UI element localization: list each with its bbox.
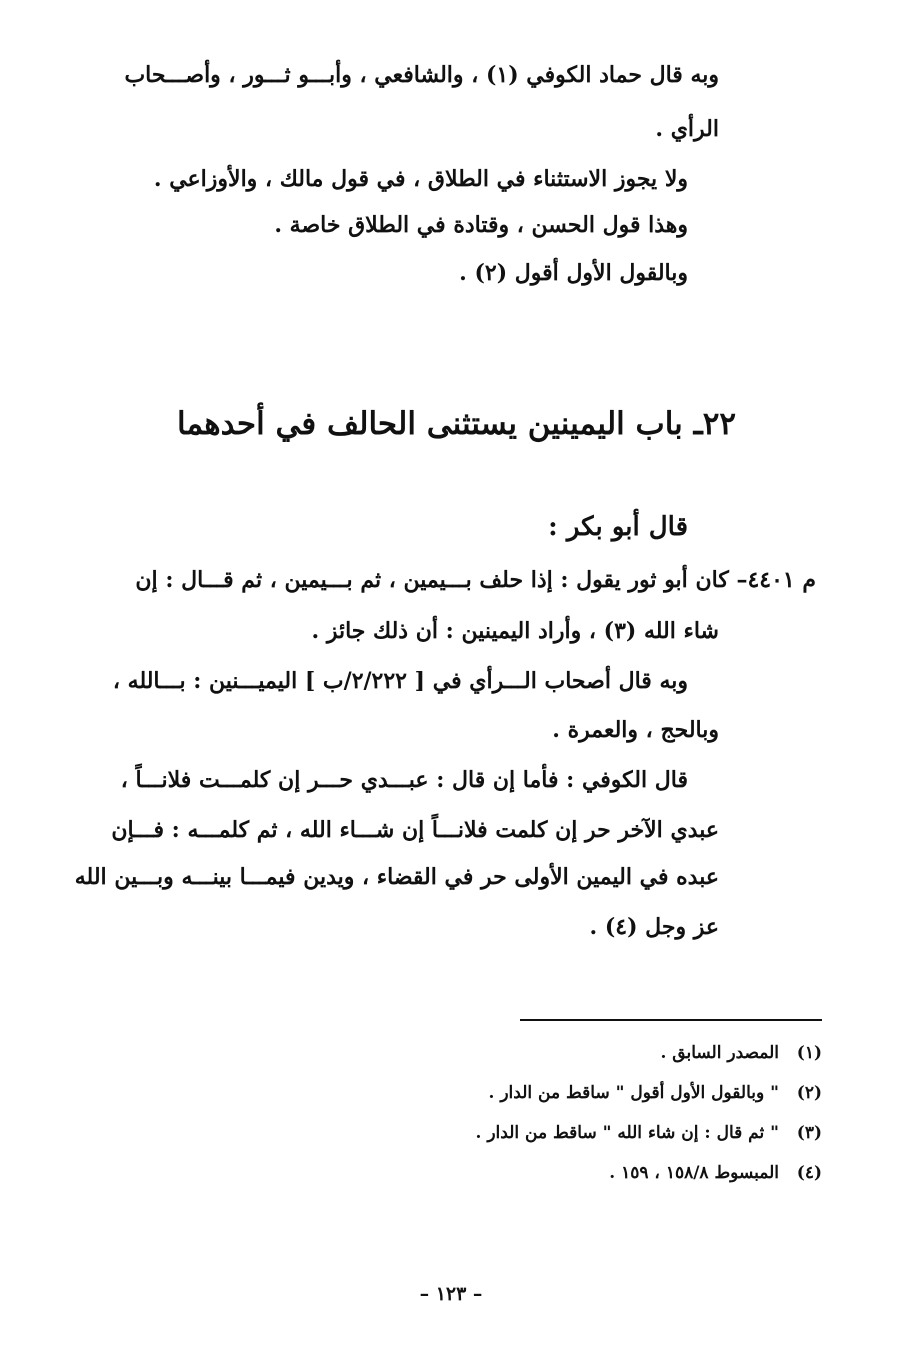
footnote-divider <box>520 1019 822 1021</box>
footnote-item <box>489 1081 822 1105</box>
footnote-marker: (٢) <box>796 1083 822 1103</box>
text-line: عبده في اليمين الأولى حر في القضاء ، ويدين فيمـــا بينـــه وبـــين الله <box>74 864 719 890</box>
page-number: – ١٢٣ – <box>419 1283 483 1305</box>
chapter-title: ٢٢ـ باب اليمينين يستثنى الحالف في أحدهما <box>176 406 736 442</box>
text-line: وبه قال أصحاب الـــرأي في [ ٢/٢٢٢/ب ] اليميـــنين : بـــالله ، <box>112 668 688 694</box>
footnote-text: المبسوط ١٥٨/٨ ، ١٥٩ . <box>609 1163 779 1183</box>
text-line: وهذا قول الحسن ، وقتادة في الطلاق خاصة . <box>274 212 688 238</box>
text-line: ولا يجوز الاستثناء في الطلاق ، في قول مالك ، والأوزاعي . <box>153 166 688 192</box>
footnote-text: المصدر السابق . <box>660 1043 779 1063</box>
text-line: عز وجل (٤) . <box>589 914 719 940</box>
footnote-item <box>660 1041 822 1065</box>
text-line: م ٤٤٠١– كان أبو ثور يقول : إذا حلف بـــيمين ، ثم بـــيمين ، ثم قـــال : إن <box>135 567 816 593</box>
footnote-marker: (٤) <box>796 1163 822 1183</box>
text-line: عبدي الآخر حر إن كلمت فلانـــاً إن شـــاء الله ، ثم كلمـــه : فـــإن <box>111 817 719 843</box>
footnote-marker: (١) <box>796 1043 822 1063</box>
text-line: وبالقول الأول أقول (٢) . <box>459 260 688 286</box>
text-line: الرأي . <box>655 116 719 142</box>
footnote-item <box>476 1121 822 1145</box>
speaker-line: قال أبو بكر : <box>548 512 688 542</box>
text-line: قال الكوفي : فأما إن قال : عبـــدي حـــر إن كلمـــت فلانـــاً ، <box>120 767 688 793</box>
footnote-text: " وبالقول الأول أقول " ساقط من الدار . <box>488 1083 779 1103</box>
footnote-marker: (٣) <box>796 1123 822 1143</box>
text-line: وبه قال حماد الكوفي (١) ، والشافعي ، وأبـــو ثـــور ، وأصـــحاب <box>124 62 719 88</box>
footnote-item <box>609 1161 822 1185</box>
text-line: وبالحج ، والعمرة . <box>552 717 719 743</box>
text-line: شاء الله (٣) ، وأراد اليمينين : أن ذلك جائز . <box>311 618 719 644</box>
footnote-text: " ثم قال : إن شاء الله " ساقط من الدار . <box>475 1123 779 1143</box>
